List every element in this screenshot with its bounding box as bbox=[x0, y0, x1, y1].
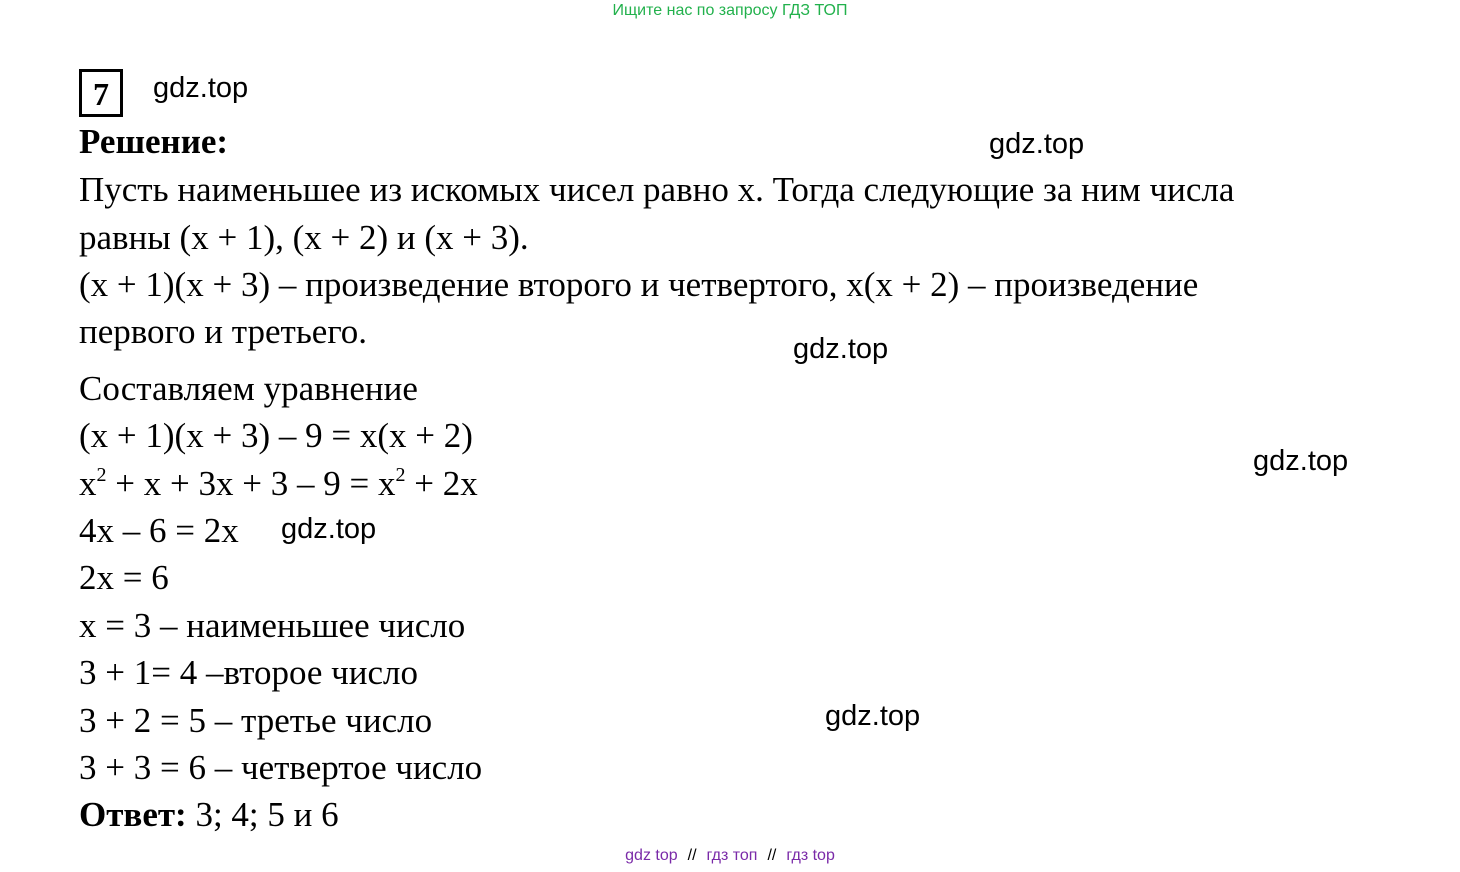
equation-intro: Составляем уравнение bbox=[79, 369, 418, 408]
equation-line bbox=[79, 464, 478, 504]
watermark: gdz.top bbox=[989, 128, 1085, 160]
eq-part: + x + 3x + 3 – 9 = x bbox=[106, 464, 396, 503]
footer-link[interactable]: gdz top bbox=[625, 847, 678, 864]
watermark: gdz.top bbox=[281, 513, 377, 545]
footer-link[interactable]: гдз топ bbox=[706, 847, 758, 864]
solution-heading: Решение: bbox=[79, 122, 229, 161]
watermark: gdz.top bbox=[153, 72, 249, 104]
top-banner: Ищите нас по запросу ГДЗ ТОП bbox=[612, 2, 848, 19]
answer-line bbox=[79, 795, 339, 835]
equation-line: 3 + 2 = 5 – третье число bbox=[79, 701, 433, 740]
equation-line: 3 + 3 = 6 – четвертое число bbox=[79, 748, 483, 787]
equation-line: x = 3 – наименьшее число bbox=[79, 606, 466, 645]
answer-label: Ответ: bbox=[79, 795, 187, 834]
paragraph-line: равны (x + 1), (x + 2) и (x + 3). bbox=[79, 218, 529, 257]
answer-value: 3; 4; 5 и 6 bbox=[186, 795, 339, 834]
eq-part: x bbox=[79, 464, 97, 503]
footer-separator: // bbox=[767, 847, 777, 864]
watermark: gdz.top bbox=[1253, 445, 1349, 477]
watermark: gdz.top bbox=[793, 333, 889, 365]
eq-part: + 2x bbox=[405, 464, 478, 503]
equation-line: 4x – 6 = 2x bbox=[79, 511, 239, 550]
equation-line: (x + 1)(x + 3) – 9 = x(x + 2) bbox=[79, 416, 473, 455]
paragraph-line: (x + 1)(x + 3) – произведение второго и четвертого, x(x + 2) – произведение bbox=[79, 265, 1199, 304]
exponent: 2 bbox=[96, 464, 107, 486]
footer bbox=[0, 847, 1460, 865]
task-number-box: 7 bbox=[79, 69, 123, 117]
equation-line: 3 + 1= 4 –второе число bbox=[79, 653, 419, 692]
paragraph-line: Пусть наименьшее из искомых чисел равно x. Тогда следующие за ним числа bbox=[79, 170, 1235, 209]
footer-link[interactable]: гдз top bbox=[786, 847, 835, 864]
exponent: 2 bbox=[395, 464, 406, 486]
footer-separator: // bbox=[687, 847, 697, 864]
watermark: gdz.top bbox=[825, 700, 921, 732]
paragraph-line: первого и третьего. bbox=[79, 312, 368, 351]
equation-line: 2x = 6 bbox=[79, 558, 169, 597]
